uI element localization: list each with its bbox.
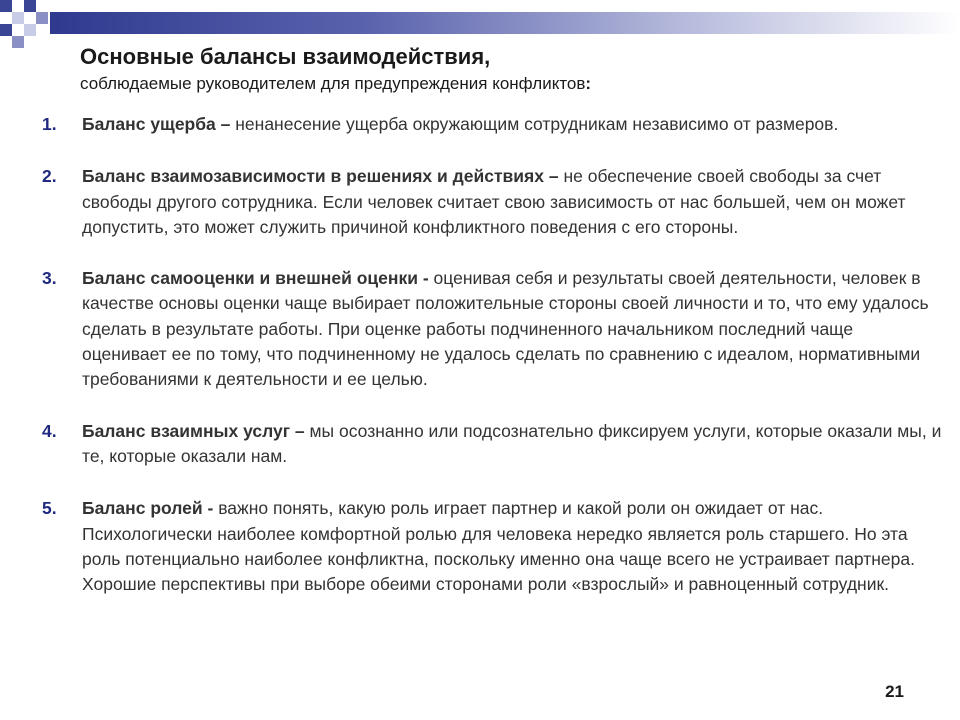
list-item: [42, 164, 942, 240]
list-item: [42, 266, 942, 392]
item-number: 1.: [42, 114, 57, 134]
item-number: 3.: [42, 268, 57, 289]
item-term: Баланс взаимных услуг –: [82, 420, 305, 441]
deco-square: [12, 12, 24, 24]
item-term: Баланс взаимозависимости в решениях и действиях –: [82, 166, 559, 187]
item-number: 5.: [42, 498, 57, 519]
item-term: Баланс ущерба –: [82, 114, 231, 134]
list-item: [42, 419, 942, 470]
balances-list: [42, 112, 942, 597]
item-description: мы осознанно или подсознательно фиксируем услуги, которые оказали мы, и те, которые оказали нам.: [82, 420, 942, 466]
header-gradient-bar: [50, 12, 960, 34]
deco-square: [0, 0, 12, 12]
slide-subtitle: [80, 74, 900, 94]
item-number: 2.: [42, 166, 57, 187]
item-description: важно понять, какую роль играет партнер и какой роли он ожидает от нас. Психологически наиболее комфортной ролью для человека нередко является роль старшего. Но эта роль потенциально наиболее конфликтна, поскольку именно она чаще всего не устраивает партнера. Хорошие перспективы при выборе обеими сторонами роли «взрослый» и равноценный сотрудник.: [82, 498, 915, 595]
deco-square: [24, 0, 36, 12]
deco-square: [36, 12, 48, 24]
item-term: Баланс самооценки и внешней оценки -: [82, 268, 429, 289]
item-description: не обеспечение своей свободы за счет свободы другого сотрудника. Если человек считает свою зависимость от нас большей, чем он может допустить, это может служить причиной конфликтного поведения с его стороны.: [82, 166, 906, 237]
page-number: 21: [885, 682, 904, 701]
item-number: 4.: [42, 420, 57, 441]
slide-title: Основные балансы взаимодействия,: [80, 44, 491, 69]
item-description: ненанесение ущерба окружающим сотрудникам независимо от размеров.: [230, 114, 839, 134]
item-description: оценивая себя и результаты своей деятельности, человек в качестве основы оценки чаще выбирает положительные стороны своей личности и то, что ему удалось сделать в результате работы. При оценке работы подчиненного начальником последний чаще оценивает ее по тому, что подчиненному не удалось сделать по сравнению с идеалом, нормативными требованиями к деятельности и ее целью.: [82, 268, 929, 390]
deco-square: [24, 24, 36, 36]
list-item: [42, 496, 942, 597]
item-term: Баланс ролей -: [82, 498, 214, 519]
subtitle-text: соблюдаемые руководителем для предупреждения конфликтов: [80, 74, 586, 93]
deco-square: [0, 24, 12, 36]
subtitle-colon: :: [585, 74, 592, 93]
list-item: [42, 112, 942, 137]
deco-square: [12, 36, 24, 48]
